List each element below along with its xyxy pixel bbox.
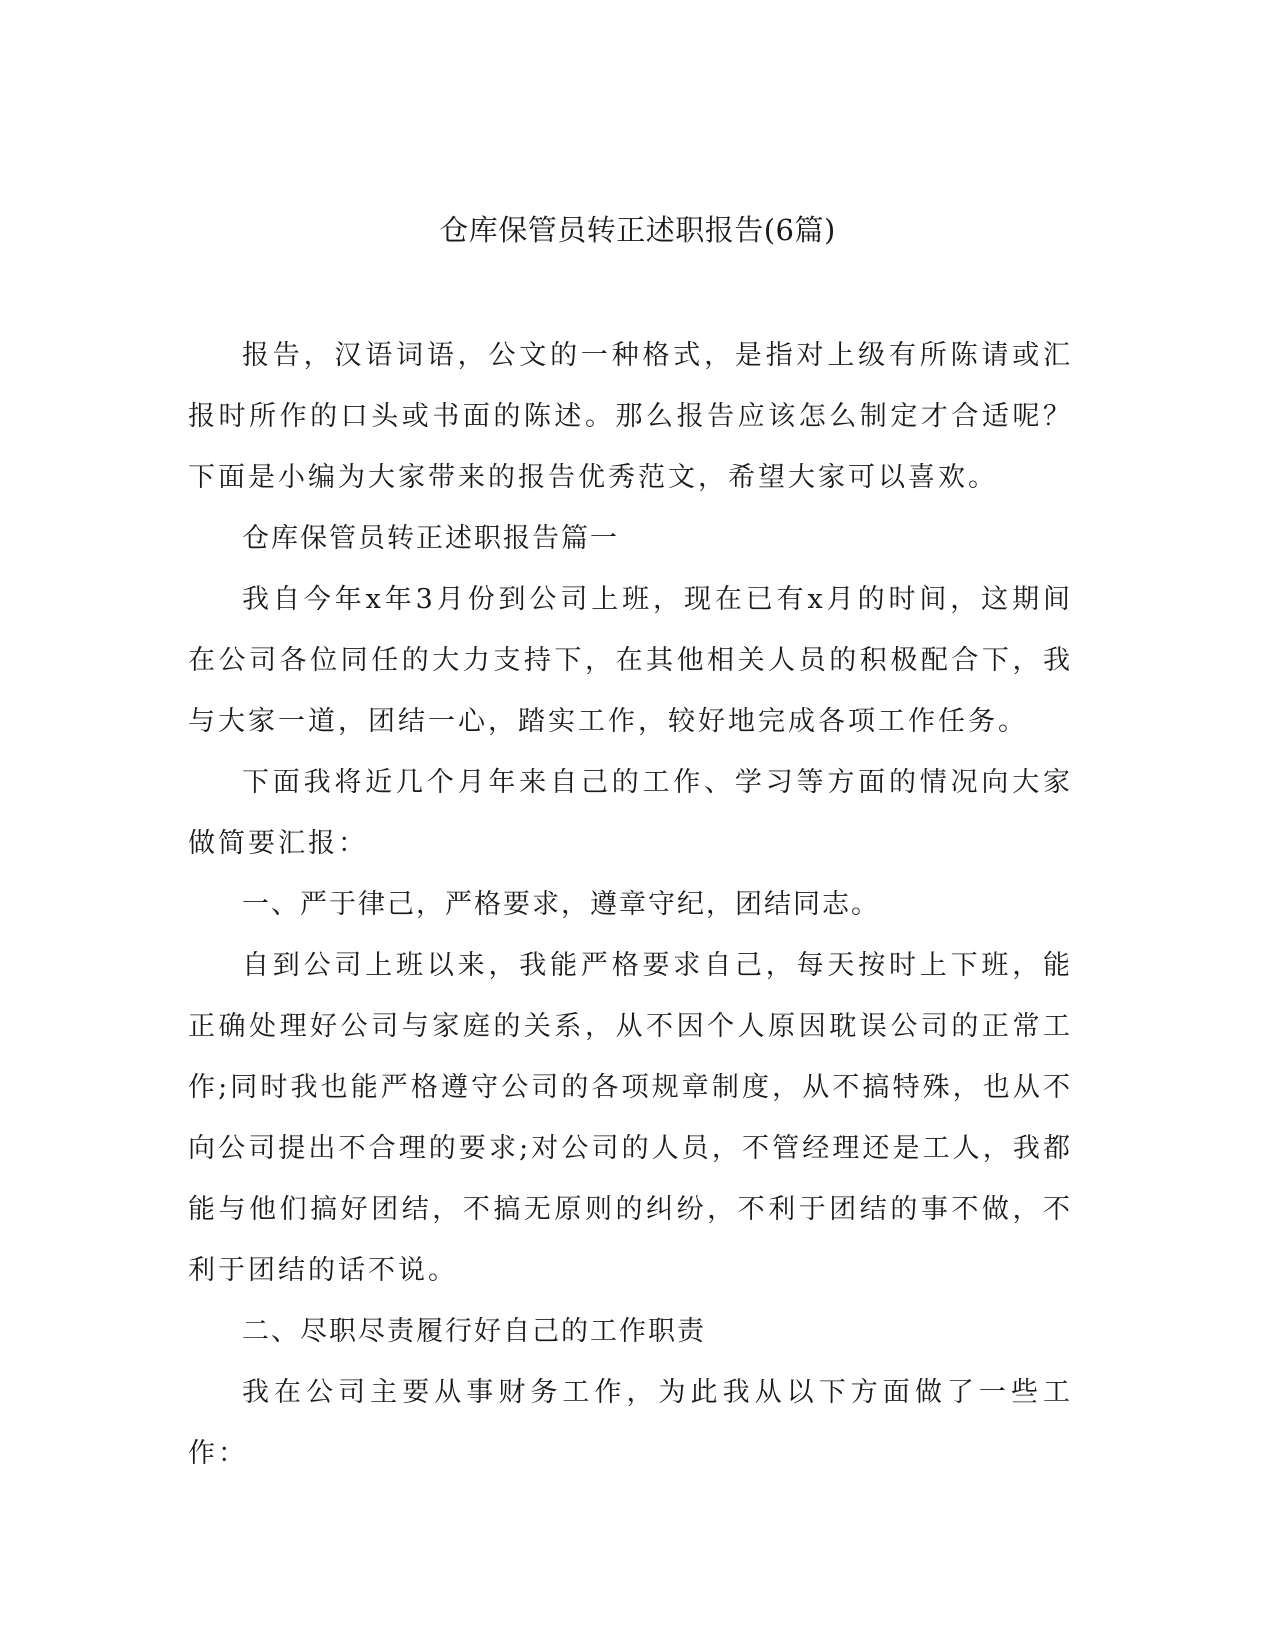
document-title: 仓库保管员转正述职报告(6篇) — [439, 213, 836, 247]
subheading-discipline: 一、严于律己，严格要求，遵章守纪，团结同志。 — [242, 889, 880, 920]
body-paragraph: 我在公司主要从事财务工作，为此我从以下方面做了一些工作： — [188, 1377, 1073, 1469]
document-body — [188, 325, 1073, 1484]
intro-paragraph: 报告，汉语词语，公文的一种格式，是指对上级有所陈请或汇报时所作的口头或书面的陈述。那么报告应该怎么制定才合适呢？下面是小编为大家带来的报告优秀范文，希望大家可以喜欢。 — [188, 340, 1073, 493]
body-paragraph: 我自今年x年3月份到公司上班，现在已有x月的时间，这期间在公司各位同任的大力支持下，在其他相关人员的积极配合下，我与大家一道，团结一心，踏实工作，较好地完成各项工作任务。 — [188, 584, 1073, 737]
body-paragraph: 自到公司上班以来，我能严格要求自己，每天按时上下班，能正确处理好公司与家庭的关系，从不因个人原因耽误公司的正常工作;同时我也能严格遵守公司的各项规章制度，从不搞特殊，也从不向公司提出不合理的要求;对公司的人员，不管经理还是工人，我都能与他们搞好团结，不搞无原则的纠纷，不利于团结的事不做，不利于团结的话不说。 — [188, 950, 1073, 1286]
section-heading-part-one: 仓库保管员转正述职报告篇一 — [242, 523, 619, 554]
subheading-duties: 二、尽职尽责履行好自己的工作职责 — [242, 1316, 706, 1347]
body-paragraph: 下面我将近几个月年来自己的工作、学习等方面的情况向大家做简要汇报： — [188, 767, 1073, 859]
